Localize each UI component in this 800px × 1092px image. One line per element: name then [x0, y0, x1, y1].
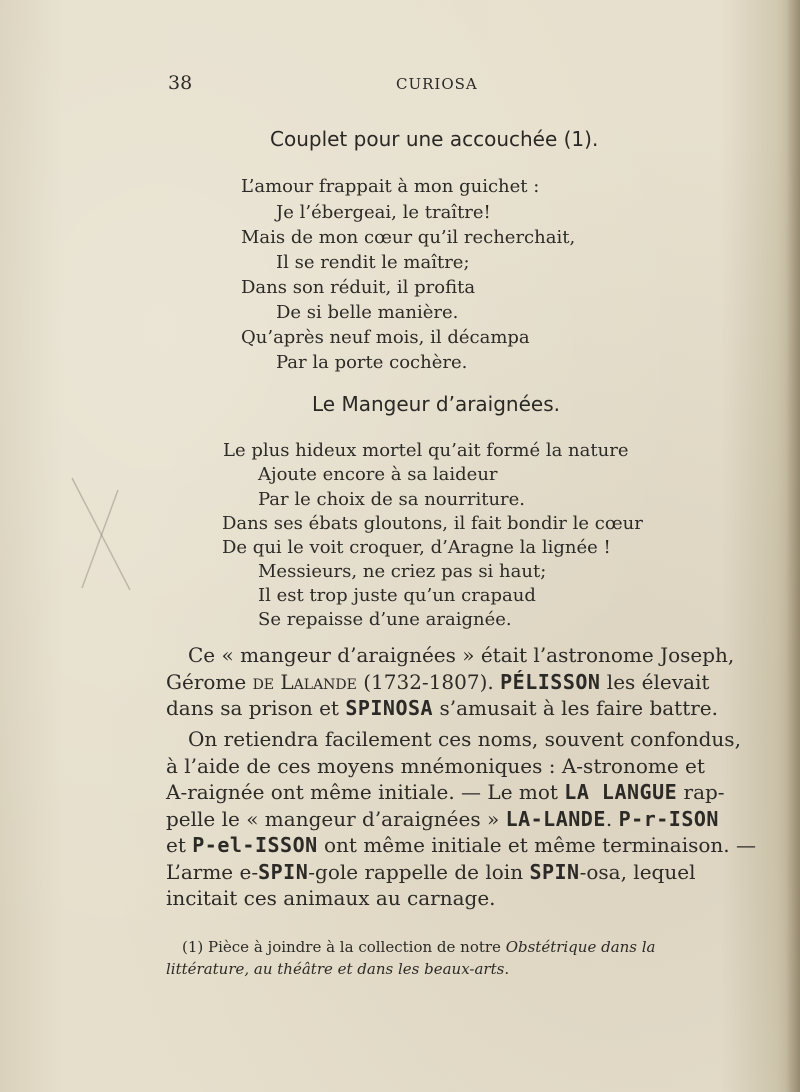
prose-text: .: [605, 806, 619, 831]
prose-paragraph-2: [166, 726, 756, 912]
footnote-book-title: Obstétrique dans la: [505, 938, 656, 956]
prose-text: L’arme e-: [166, 859, 259, 884]
verse-line: Il est trop juste qu’un crapaud: [258, 585, 536, 606]
prose-line: [166, 806, 719, 833]
margin-pencil-mark: [60, 470, 150, 610]
poem-title-couplet: Couplet pour une accouchée (1).: [270, 127, 599, 151]
author-name: de Lalande: [252, 669, 357, 694]
footnote: [166, 936, 696, 980]
verse-line: Qu’après neuf mois, il décampa: [241, 327, 530, 348]
poem-title-mangeur: Le Mangeur d’araignées.: [312, 392, 560, 416]
verse-line: Messieurs, ne criez pas si haut;: [258, 561, 547, 582]
prose-paragraph-1: [166, 642, 735, 722]
emphasized-name: P-r-ISON: [618, 806, 719, 831]
footnote-text: .: [504, 960, 510, 978]
verse-line: Dans ses ébats gloutons, il fait bondir le cœur: [222, 513, 643, 534]
prose-line: incitait ces animaux au carnage.: [166, 886, 496, 910]
verse-line: Mais de mon cœur qu’il recherchait,: [241, 227, 576, 248]
verse-line: Il se rendit le maître;: [276, 252, 470, 273]
page-number: 38: [168, 72, 193, 94]
prose-text: rap-: [677, 780, 725, 804]
emphasized-name: LA-LANDE: [505, 806, 606, 831]
footnote-line: [166, 958, 696, 980]
prose-text: les élevait: [600, 669, 710, 694]
prose-text: A-raignée ont même initiale. — Le mot: [166, 780, 565, 804]
prose-line: Ce « mangeur d’araignées » était l’astronome Joseph,: [188, 643, 735, 667]
emphasized-name: P-el-ISSON: [192, 833, 318, 857]
prose-text: (1732-1807).: [356, 669, 501, 694]
prose-text: pelle le « mangeur d’araignées »: [166, 806, 506, 831]
footnote-line: [166, 936, 696, 958]
footnote-text: (1) Pièce à joindre à la collection de notre: [182, 938, 506, 956]
emphasized-name: SPINOSA: [345, 696, 434, 720]
prose-text: -osa, lequel: [579, 859, 696, 884]
verse-line: Se repaisse d’une araignée.: [258, 609, 512, 630]
verse-line: Dans son réduit, il profita: [241, 277, 476, 298]
verse-line: Ajoute encore à sa laideur: [258, 464, 498, 485]
prose-text: -gole rappelle de loin: [308, 859, 530, 884]
verse-line: De qui le voit croquer, d’Aragne la lignée !: [222, 537, 611, 558]
prose-text: ont même initiale et même terminaison. —: [317, 833, 756, 857]
prose-line: [166, 695, 719, 722]
prose-line: On retiendra facilement ces noms, souvent confondus,: [188, 727, 741, 751]
verse-line: Par la porte cochère.: [276, 352, 468, 373]
page-header: [0, 70, 800, 100]
verse-line: Le plus hideux mortel qu’ait formé la nature: [223, 440, 629, 461]
footnote-book-title: littérature, au théâtre et dans les beaux-arts: [166, 960, 505, 978]
prose-line: [166, 779, 725, 806]
prose-text: dans sa prison et: [166, 696, 346, 720]
prose-text: Gérome: [166, 669, 253, 694]
prose-text: s’amusait à les faire battre.: [433, 696, 719, 720]
verse-line: Par le choix de sa nourriture.: [258, 489, 526, 510]
running-title: CURIOSA: [396, 75, 478, 93]
prose-line: [166, 859, 696, 886]
prose-line: [166, 832, 756, 859]
page-binding-shadow: [786, 0, 800, 1092]
emphasized-name: SPIN: [529, 859, 580, 884]
verse-line: De si belle manière.: [276, 302, 459, 323]
prose-line: [166, 669, 710, 696]
emphasized-name: LA LANGUE: [564, 780, 678, 804]
emphasized-name: SPIN: [258, 859, 309, 884]
prose-line: à l’aide de ces moyens mnémoniques : A-stronome et: [166, 753, 705, 778]
verse-line: Je l’ébergeai, le traître!: [276, 202, 491, 223]
verse-line: L’amour frappait à mon guichet :: [241, 176, 540, 197]
emphasized-name: PÉLISSON: [500, 669, 601, 694]
prose-text: et: [166, 833, 193, 857]
